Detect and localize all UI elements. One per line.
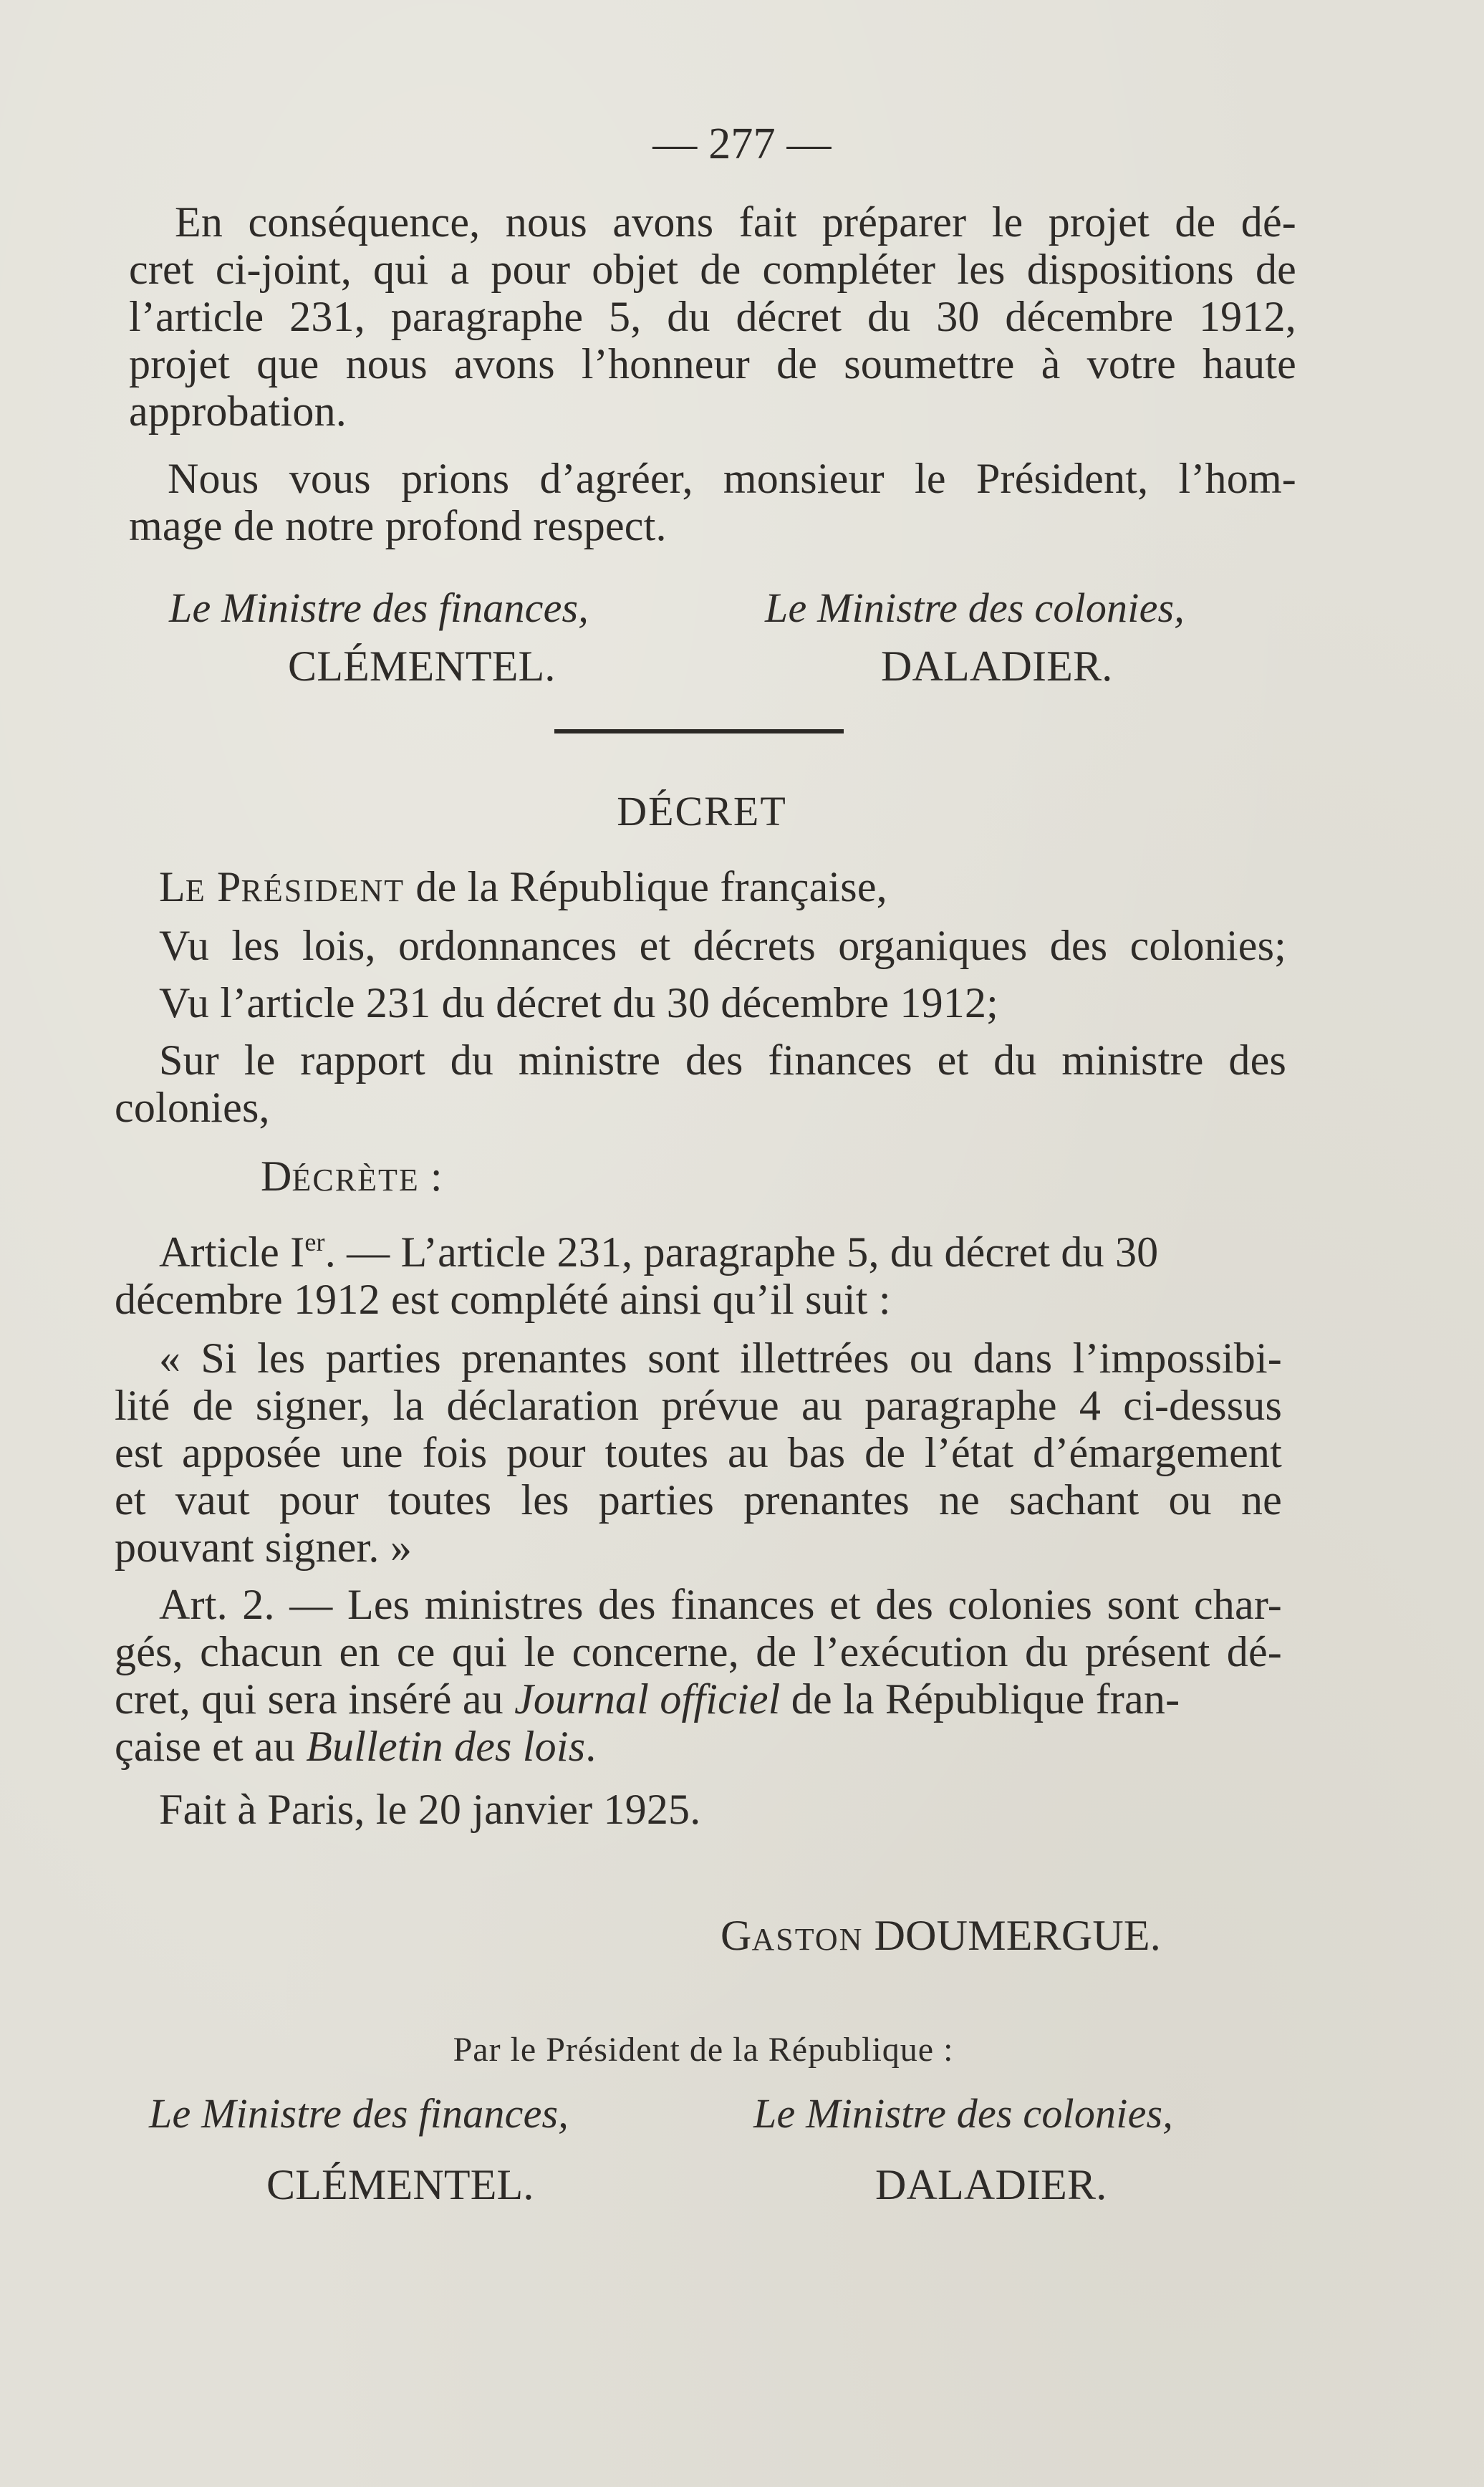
decree-heading: DÉCRET — [617, 788, 787, 834]
decrete-colon: : — [419, 1153, 443, 1200]
president-signature — [721, 1914, 1161, 1957]
decree-president-line — [159, 865, 887, 908]
section-divider — [554, 729, 844, 733]
article-2-line-1: Art. 2. — Les ministres des finances et des colonies sont char- — [159, 1581, 1282, 1628]
closing-line-2: mage de notre profond respect. — [129, 502, 667, 549]
preamble-line-4: projet que nous avons l’honneur de soumettre à votre haute — [129, 340, 1296, 388]
quote-line-4: et vaut pour toutes les parties prenantes ne sachant ou ne — [115, 1476, 1282, 1524]
bottom-right-signatory-name: DALADIER. — [875, 2161, 1107, 2208]
article-1-prefix: Article I — [159, 1228, 305, 1276]
top-left-signatory-title: Le Ministre des finances, — [169, 585, 589, 631]
article-2-line-4 — [115, 1725, 596, 1768]
quote-line-5: pouvant signer. » — [115, 1524, 413, 1571]
visa-line-1: Vu les lois, ordonnances et décrets organiques des colonies; — [159, 922, 1286, 969]
signer-initial: G — [721, 1912, 752, 1959]
article-2-line-3-end: de la République fran- — [780, 1675, 1180, 1723]
bottom-right-signatory-title: Le Ministre des colonies, — [753, 2090, 1173, 2137]
signer-smallcaps: ASTON — [751, 1922, 864, 1957]
article-1-rest: . — L’article 231, paragraphe 5, du décret du 30 — [324, 1228, 1159, 1276]
done-at-line: Fait à Paris, le 20 janvier 1925. — [159, 1786, 701, 1833]
article-2-line-2: gés, chacun en ce qui le concerne, de l’exécution du présent dé- — [115, 1628, 1282, 1675]
visa-line-4: colonies, — [115, 1084, 270, 1131]
quote-line-3: est apposée une fois pour toutes au bas de l’état d’émargement — [115, 1429, 1282, 1476]
article-1-line-2: décembre 1912 est complété ainsi qu’il suit : — [115, 1276, 891, 1323]
decrete-smallcaps: ÉCRÈTE — [292, 1163, 420, 1198]
bottom-left-signatory-title: Le Ministre des finances, — [149, 2090, 569, 2137]
visa-line-2: Vu l’article 231 du décret du 30 décembre 1912; — [159, 979, 999, 1026]
bottom-left-signatory-name: CLÉMENTEL. — [266, 2161, 534, 2208]
visa-line-3: Sur le rapport du ministre des finances et du ministre des — [159, 1036, 1286, 1084]
article-2-line-4-end: . — [585, 1723, 597, 1770]
decrete-line — [261, 1155, 443, 1198]
closing-line-1: Nous vous prions d’agréer, monsieur le Président, l’hom- — [168, 455, 1296, 502]
top-right-signatory-title: Le Ministre des colonies, — [765, 585, 1185, 631]
article-1-line-1 — [159, 1228, 1159, 1276]
article-2-line-3-start: cret, qui sera inséré au — [115, 1675, 515, 1723]
journal-officiel-title: Journal officiel — [514, 1675, 781, 1723]
president-initial-l: L — [159, 863, 186, 910]
decrete-initial: D — [261, 1153, 292, 1200]
signer-surname: DOUMERGUE. — [863, 1912, 1161, 1959]
article-2-line-3 — [115, 1675, 1282, 1723]
page-number: — 277 — — [652, 120, 832, 168]
preamble-line-5: approbation. — [129, 388, 347, 435]
top-right-signatory-name: DALADIER. — [881, 643, 1113, 690]
article-1-superscript: er — [304, 1228, 325, 1256]
preamble-line-2: cret ci-joint, qui a pour objet de compléter les dispositions de — [129, 246, 1296, 293]
preamble-line-1: En conséquence, nous avons fait préparer le projet de dé- — [175, 198, 1296, 246]
quote-line-2: lité de signer, la déclaration prévue au paragraphe 4 ci-dessus — [115, 1382, 1282, 1429]
article-2-line-4-start: çaise et au — [115, 1723, 307, 1770]
president-line-tail: de la République française, — [405, 863, 887, 910]
president-smallcaps-resident: RÉSIDENT — [241, 873, 405, 908]
quote-line-1: « Si les parties prenantes sont illettrées ou dans l’impossibi- — [159, 1334, 1282, 1382]
preamble-line-3: l’article 231, paragraphe 5, du décret du 30 décembre 1912, — [129, 293, 1296, 340]
president-initial-p: P — [216, 863, 241, 910]
bulletin-des-lois-title: Bulletin des lois — [306, 1723, 586, 1770]
by-president-line: Par le Président de la République : — [453, 2031, 954, 2069]
president-smallcaps-e: E — [185, 873, 206, 908]
top-left-signatory-name: CLÉMENTEL. — [288, 643, 556, 690]
